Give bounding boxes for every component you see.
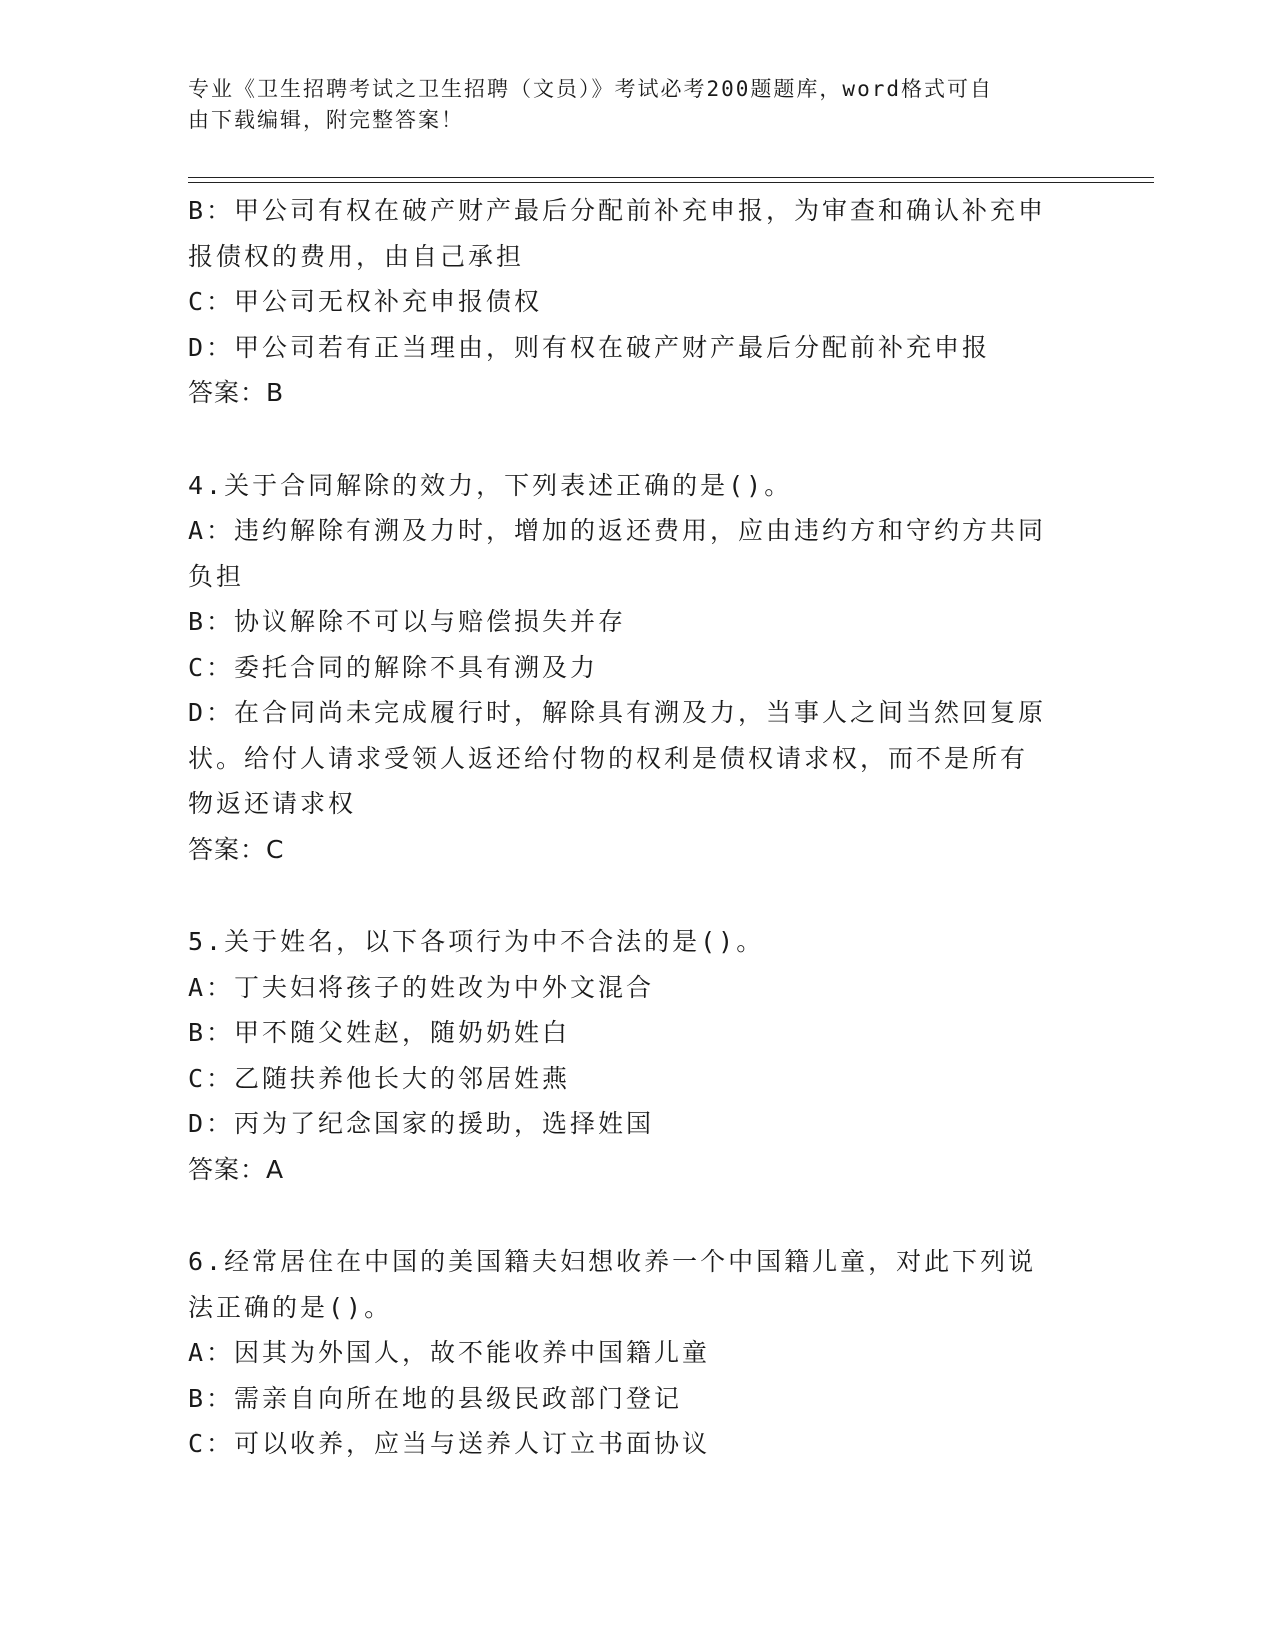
question-4 [188,463,1088,873]
option-a: A：因其为外国人，故不能收养中国籍儿童 [188,1338,711,1367]
option-d: D：在合同尚未完成履行时，解除具有溯及力，当事人之间当然回复原 [188,698,1047,727]
option-c: C：乙随扶养他长大的邻居姓燕 [188,1063,571,1093]
option-d-continued: 状。给付人请求受领人返还给付物的权利是债权请求权，而不是所有 [188,743,1029,773]
answer-line: 答案：C [188,834,285,864]
header-title-line-2: 由下载编辑，附完整答案！ [188,108,464,132]
spacer [188,1192,1088,1239]
question-stem: 6.经常居住在中国的美国籍夫妇想收养一个中国籍儿童，对此下列说 [188,1247,1037,1276]
option-b: B：需亲自向所在地的县级民政部门登记 [188,1383,683,1413]
option-d-continued: 物返还请求权 [188,789,357,818]
option-a-continued: 负担 [188,561,245,591]
option-d: D：甲公司若有正当理由，则有权在破产财产最后分配前补充申报 [188,332,991,362]
option-b: B：甲不随父姓赵，随奶奶姓白 [188,1018,571,1047]
option-c: C：甲公司无权补充申报债权 [188,287,543,316]
document-header [188,74,1088,136]
spacer [188,416,1088,463]
question-5 [188,919,1088,1192]
spacer [188,872,1088,919]
option-d: D：丙为了纪念国家的援助，选择姓国 [188,1109,655,1138]
option-a: A：违约解除有溯及力时，增加的返还费用，应由违约方和守约方共同 [188,516,1047,545]
option-c: C：可以收养，应当与送养人订立书面协议 [188,1429,711,1458]
option-b: B：协议解除不可以与赔偿损失并存 [188,607,627,636]
option-c: C：委托合同的解除不具有溯及力 [188,652,599,682]
question-stem: 4.关于合同解除的效力，下列表述正确的是()。 [188,470,793,500]
question-stem-continued: 法正确的是()。 [188,1292,393,1322]
question-list [188,188,1088,1467]
option-a: A：丁夫妇将孩子的姓改为中外文混合 [188,972,655,1002]
question-3 [188,188,1088,416]
question-stem: 5.关于姓名，以下各项行为中不合法的是()。 [188,927,765,956]
option-b: B：甲公司有权在破产财产最后分配前补充申报，为审查和确认补充申 [188,196,1047,225]
header-divider-bottom [188,182,1154,183]
answer-line: 答案：B [188,378,285,407]
header-divider-top [188,177,1154,178]
option-b-continued: 报债权的费用，由自己承担 [188,241,525,271]
answer-line: 答案：A [188,1154,285,1184]
header-title-line-1: 专业《卫生招聘考试之卫生招聘（文员）》考试必考200题题库，word格式可自 [188,77,993,101]
question-6 [188,1239,1088,1467]
